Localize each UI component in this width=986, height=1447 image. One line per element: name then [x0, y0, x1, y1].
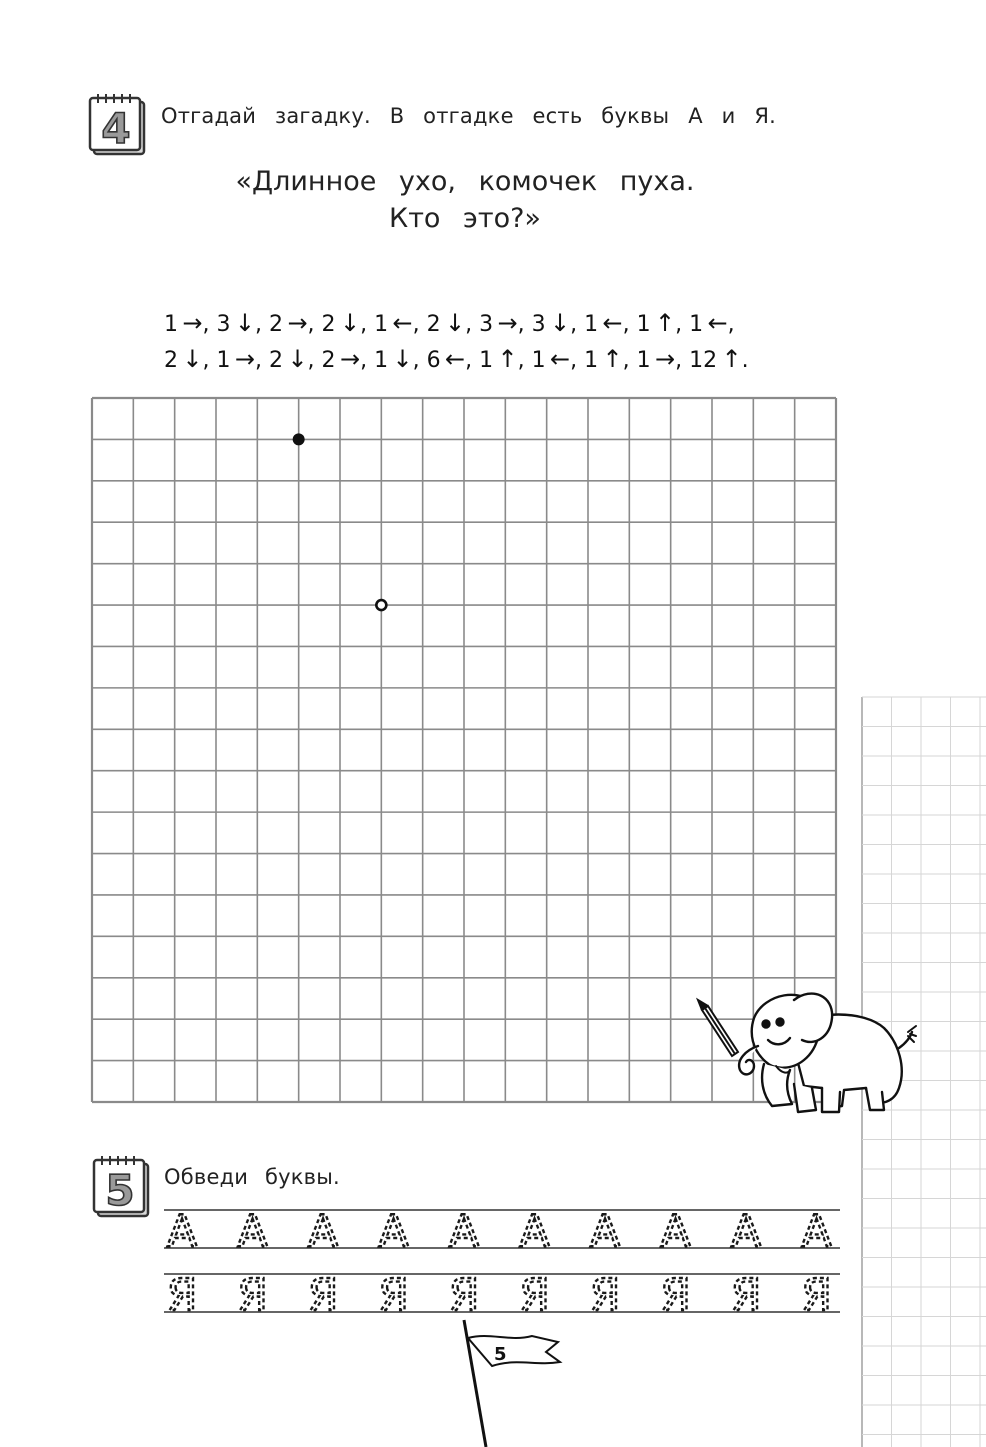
direction-arrow-icon: ↓ — [287, 345, 308, 373]
open-dot — [376, 600, 386, 610]
separator: , — [517, 312, 532, 337]
task-5-instruction: Обведи буквы. — [164, 1165, 340, 1189]
tracing-letter-ya[interactable]: Я — [307, 1270, 339, 1321]
tracing-letter-a[interactable]: А — [589, 1206, 621, 1257]
dictation-line-2 — [164, 345, 749, 373]
separator: , — [622, 348, 637, 373]
separator: , — [255, 348, 270, 373]
tracing-letter-ya[interactable]: Я — [589, 1270, 621, 1321]
direction-arrow-icon: ← — [550, 345, 571, 373]
separator: , — [727, 312, 735, 337]
separator: . — [741, 348, 749, 373]
dictation-step — [164, 345, 203, 373]
separator: , — [360, 312, 375, 337]
dictation-step — [321, 345, 361, 373]
page-number-flag — [460, 1320, 570, 1447]
dictation-step — [216, 309, 256, 337]
separator: , — [465, 312, 480, 337]
direction-arrow-icon: ↑ — [497, 345, 518, 373]
tracing-letter-a[interactable]: А — [307, 1206, 339, 1257]
direction-arrow-icon: ← — [444, 345, 466, 373]
step-count: 2 — [269, 312, 284, 337]
tracing-letter-ya[interactable]: Я — [730, 1270, 762, 1321]
direction-arrow-icon: ↑ — [602, 345, 623, 373]
dictation-step — [531, 309, 571, 337]
tracing-letter-a[interactable]: А — [166, 1206, 198, 1257]
dictation-step — [216, 345, 256, 373]
step-count: 6 — [426, 348, 441, 373]
dictation-step — [269, 345, 308, 373]
separator: , — [675, 312, 690, 337]
direction-arrow-icon: ↓ — [550, 309, 571, 337]
step-count: 1 — [636, 312, 651, 337]
tracing-letter-ya[interactable]: Я — [660, 1270, 691, 1321]
tracing-letter-a[interactable]: А — [730, 1206, 762, 1257]
direction-arrow-icon: ← — [392, 309, 413, 337]
direction-arrow-icon: → — [497, 309, 518, 337]
direction-arrow-icon: ↓ — [444, 309, 466, 337]
elephant-illustration — [694, 988, 916, 1118]
separator: , — [517, 348, 532, 373]
direction-arrow-icon: ↑ — [721, 345, 742, 373]
dictation-step — [689, 345, 742, 373]
dictation-step — [479, 309, 518, 337]
tracing-letter-a[interactable]: А — [237, 1206, 268, 1257]
separator: , — [570, 312, 585, 337]
step-count: 12 — [689, 348, 718, 373]
dictation-step — [426, 345, 466, 373]
dictation-step — [479, 345, 518, 373]
tracing-letter-a[interactable]: А — [378, 1206, 409, 1257]
dictation-step — [584, 309, 623, 337]
step-count: 1 — [584, 348, 599, 373]
direction-arrow-icon: ↓ — [234, 309, 256, 337]
tracing-letter-ya[interactable]: Я — [166, 1270, 198, 1321]
dictation-step — [426, 309, 466, 337]
tracing-letter-ya[interactable]: Я — [519, 1270, 550, 1321]
separator: , — [412, 312, 427, 337]
tracing-letter-ya[interactable]: Я — [378, 1270, 409, 1321]
separator: , — [622, 312, 637, 337]
step-count: 2 — [269, 348, 284, 373]
tracing-letter-a[interactable]: А — [519, 1206, 550, 1257]
separator: , — [202, 312, 217, 337]
start-dot — [293, 433, 305, 445]
separator: , — [570, 348, 585, 373]
step-count: 1 — [531, 348, 546, 373]
page-number: 5 — [494, 1344, 507, 1365]
task-4-badge-icon — [88, 94, 150, 160]
riddle-line-1: «Длинное ухо, комочек пуха. — [235, 166, 695, 197]
step-count: 3 — [216, 312, 231, 337]
dictation-step — [164, 309, 203, 337]
dictation-step — [374, 309, 413, 337]
task-4-instruction: Отгадай загадку. В отгадке есть буквы А и Я. — [161, 104, 777, 128]
step-count: 1 — [689, 312, 704, 337]
step-count: 2 — [164, 348, 178, 373]
separator: , — [360, 348, 375, 373]
separator: , — [255, 312, 270, 337]
dictation-step — [584, 345, 623, 373]
dictation-step — [321, 309, 361, 337]
tracing-letter-a[interactable]: А — [448, 1206, 480, 1257]
separator: , — [202, 348, 217, 373]
direction-arrow-icon: ↓ — [339, 309, 361, 337]
direction-arrow-icon: → — [655, 345, 676, 373]
step-count: 2 — [426, 312, 441, 337]
task-4-number: 4 — [101, 104, 131, 153]
riddle-line-2: Кто это?» — [389, 203, 541, 234]
step-count: 3 — [479, 312, 494, 337]
step-count: 1 — [374, 348, 389, 373]
separator: , — [307, 312, 322, 337]
direction-arrow-icon: ↓ — [392, 345, 413, 373]
step-count: 1 — [164, 312, 178, 337]
tracing-letter-ya[interactable]: Я — [237, 1270, 268, 1321]
step-count: 1 — [216, 348, 231, 373]
direction-arrow-icon: → — [339, 345, 361, 373]
pencil-icon — [698, 1000, 738, 1056]
tracing-letter-a[interactable]: А — [801, 1206, 832, 1257]
step-count: 1 — [374, 312, 389, 337]
direction-arrow-icon: → — [234, 345, 256, 373]
separator: , — [307, 348, 322, 373]
direction-arrow-icon: → — [287, 309, 308, 337]
dictation-step — [689, 309, 728, 337]
step-count: 1 — [636, 348, 651, 373]
separator: , — [465, 348, 480, 373]
tracing-letter-ya[interactable]: Я — [448, 1270, 480, 1321]
dictation-step — [374, 345, 413, 373]
dictation-step — [636, 309, 676, 337]
dictation-step — [531, 345, 571, 373]
dictation-step — [269, 309, 308, 337]
direction-arrow-icon: ↑ — [655, 309, 676, 337]
tracing-row-a[interactable] — [164, 1204, 840, 1257]
direction-arrow-icon: → — [182, 309, 203, 337]
dictation-line-1 — [164, 309, 735, 337]
step-count: 1 — [479, 348, 494, 373]
tracing-letter-a[interactable]: А — [660, 1206, 691, 1257]
tracing-letter-ya[interactable]: Я — [801, 1270, 832, 1321]
step-count: 1 — [584, 312, 599, 337]
step-count: 2 — [321, 348, 336, 373]
step-count: 3 — [531, 312, 546, 337]
dictation-step — [636, 345, 676, 373]
task-5-number: 5 — [105, 1166, 135, 1215]
direction-arrow-icon: ← — [602, 309, 623, 337]
separator: , — [675, 348, 690, 373]
tracing-row-ya[interactable] — [164, 1268, 840, 1321]
flag-icon — [468, 1336, 560, 1366]
separator: , — [412, 348, 427, 373]
direction-arrow-icon: ← — [707, 309, 728, 337]
direction-arrow-icon: ↓ — [182, 345, 203, 373]
task-5-badge-icon — [92, 1156, 154, 1222]
step-count: 2 — [321, 312, 336, 337]
